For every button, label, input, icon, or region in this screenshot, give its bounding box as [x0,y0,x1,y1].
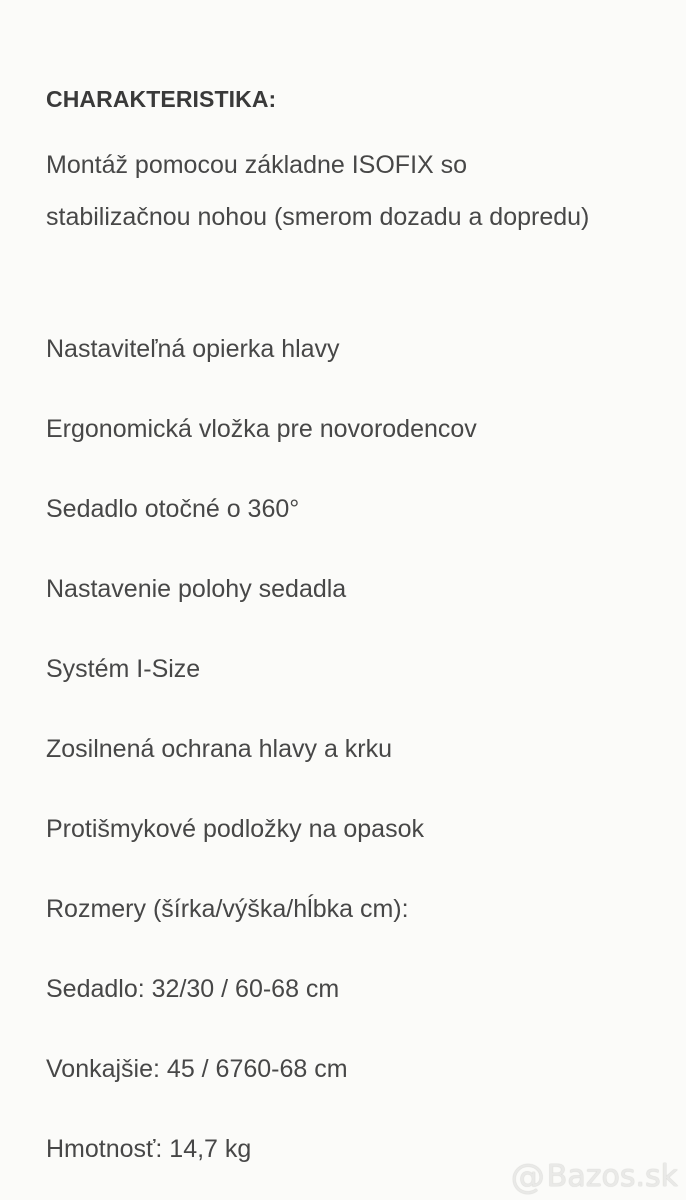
feature-item-seat-position: Nastavenie polohy sedadla [46,575,347,603]
section-heading: CHARAKTERISTIKA: [46,86,277,112]
feature-item-isofix: Montáž pomocou základne ISOFIX so stabilizačnou nohou (smerom dozadu a dopredu) [46,151,590,231]
feature-item-headrest: Nastaviteľná opierka hlavy [46,335,340,363]
feature-item-isize: Systém I-Size [46,655,201,683]
feature-item-head-protection: Zosilnená ochrana hlavy a krku [46,735,393,763]
weight: Hmotnosť: 14,7 kg [46,1135,252,1163]
feature-item-newborn-insert: Ergonomická vložka pre novorodencov [46,415,477,443]
at-sign-icon: @ [510,1156,545,1197]
dimensions-exterior: Vonkajšie: 45 / 6760-68 cm [46,1055,348,1083]
dimensions-heading: Rozmery (šírka/výška/hĺbka cm): [46,895,409,923]
watermark-text: Bazos.sk [546,1159,678,1194]
watermark [510,1156,678,1197]
feature-item-rotation: Sedadlo otočné o 360° [46,495,300,523]
feature-item-belt-pads: Protišmykové podložky na opasok [46,815,424,843]
dimensions-seat: Sedadlo: 32/30 / 60-68 cm [46,975,340,1003]
